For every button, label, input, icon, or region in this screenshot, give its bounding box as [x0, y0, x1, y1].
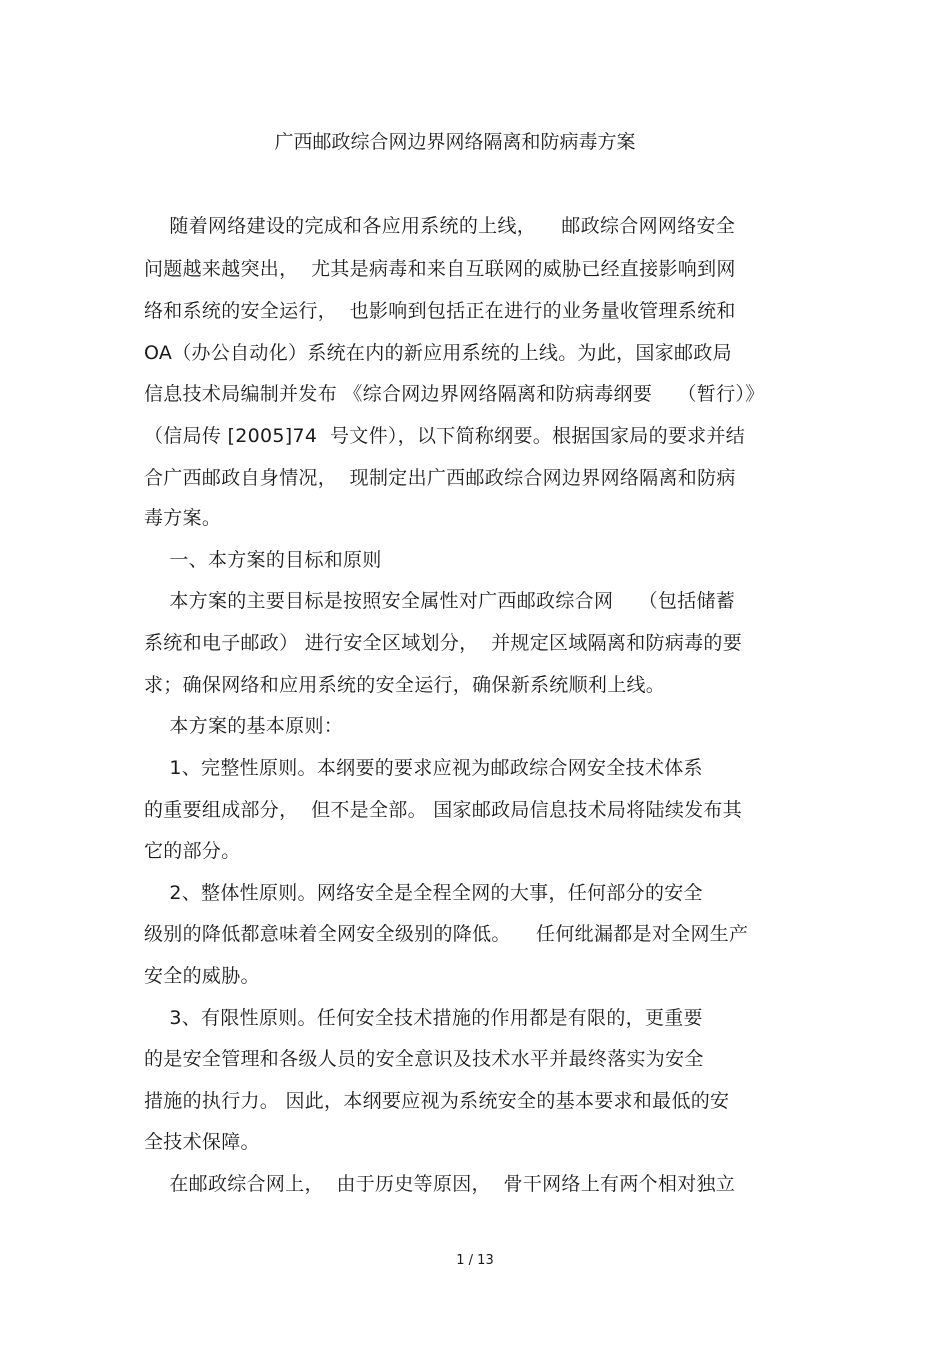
paragraph-line: 1、完整性原则。本纲要的要求应视为邮政综合网安全技术体系	[144, 757, 703, 779]
paragraph-line: 问题越来越突出， 尤其是病毒和来自互联网的威胁已经直接影响到网	[144, 258, 736, 280]
paragraph-line: 全技术保障。	[144, 1131, 260, 1153]
paragraph-line: 的重要组成部分， 但不是全部。 国家邮政局信息技术局将陆续发布其	[144, 799, 743, 821]
paragraph-line: 系统和电子邮政） 进行安全区域划分， 并规定区域隔离和防病毒的要	[144, 632, 743, 654]
paragraph-line: 信息技术局编制并发布 《综合网边界网络隔离和防病毒纲要 （暂行）》	[144, 383, 765, 405]
paragraph-line: 的是安全管理和各级人员的安全意识及技术水平并最终落实为安全	[144, 1048, 704, 1070]
paragraph-line: （信局传 [2005]74 号文件），以下简称纲要。根据国家局的要求并结	[144, 425, 746, 447]
paragraph-line: 3、有限性原则。任何安全技术措施的作用都是有限的，更重要	[144, 1007, 703, 1029]
page-number: 1 / 13	[456, 1253, 494, 1268]
paragraph-line: 随着网络建设的完成和各应用系统的上线， 邮政综合网网络安全	[144, 215, 736, 237]
paragraph-line: 措施的执行力。 因此，本纲要应视为系统安全的基本要求和最低的安	[144, 1090, 730, 1112]
paragraph-line: 合广西邮政自身情况， 现制定出广西邮政综合网边界网络隔离和防病	[144, 467, 736, 489]
section-heading: 一、本方案的目标和原则	[144, 549, 382, 571]
paragraph-line: 本方案的主要目标是按照安全属性对广西邮政综合网 （包括储蓄	[144, 590, 736, 612]
paragraph-line: 它的部分。	[144, 840, 241, 862]
paragraph-line: 求；确保网络和应用系统的安全运行，确保新系统顺利上线。	[144, 674, 666, 696]
paragraph-line: 安全的威胁。	[144, 965, 260, 987]
paragraph-line: 本方案的基本原则：	[144, 715, 344, 737]
paragraph-line: 在邮政综合网上， 由于历史等原因， 骨干网络上有两个相对独立	[144, 1173, 736, 1195]
paragraph-line: 毒方案。	[144, 507, 222, 529]
document-title: 广西邮政综合网边界网络隔离和防病毒方案	[274, 131, 636, 153]
paragraph-line: OA（办公自动化）系统在内的新应用系统的上线。为此，国家邮政局	[144, 342, 732, 364]
paragraph-line: 络和系统的安全运行， 也影响到包括正在进行的业务量收管理系统和	[144, 300, 736, 322]
paragraph-line: 2、整体性原则。网络安全是全程全网的大事，任何部分的安全	[144, 882, 703, 904]
paragraph-line: 级别的降低都意味着全网安全级别的降低。 任何纰漏都是对全网生产	[144, 923, 749, 945]
